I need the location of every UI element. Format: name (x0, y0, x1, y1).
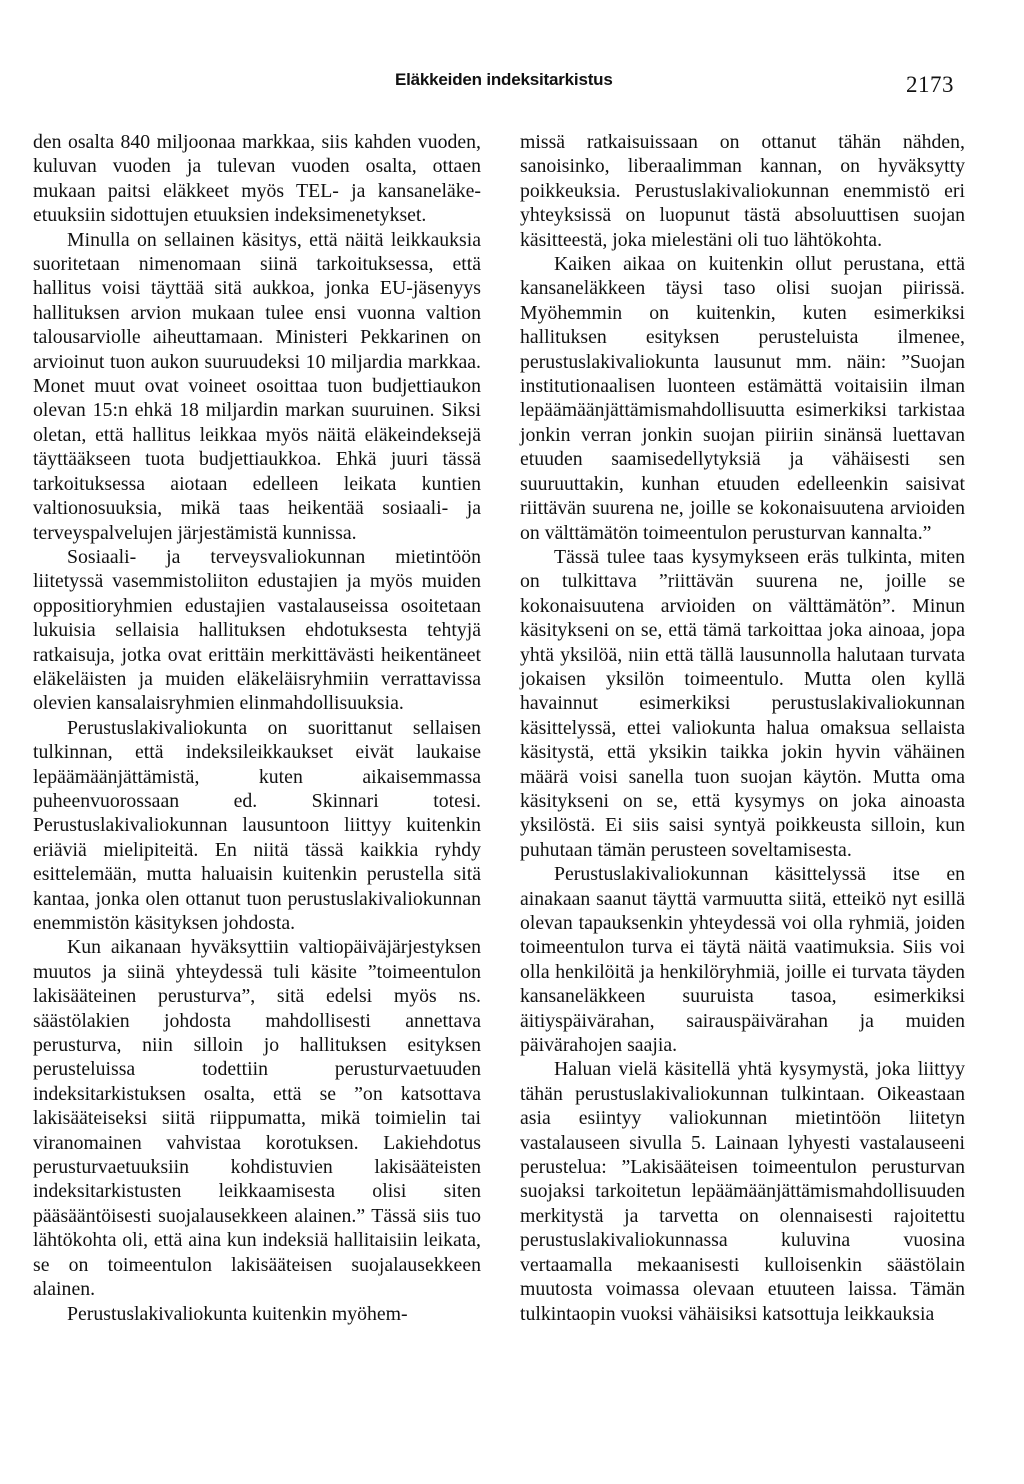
page-number: 2173 (906, 72, 954, 97)
paragraph: Minulla on sellainen käsitys, että näitä leikkauksia suoritetaan nimenomaan siinä tarkoituksessa, että hallitus voisi täyttää sitä aukkoa, jonka EU-jäsenyys hallituksen arvion mukaan tulee ensi vuonna valtion talousarviolle aiheuttamaan. Ministeri Pekkarinen on arvioinut tuon aukon suuruudeksi 10 miljardia markkaa. Monet muut ovat voineet osoittaa tuon budjettiaukon olevan 15:n ehkä 18 miljardin markan suuruinen. Siksi oletan, että hallitus leikkaa myös näitä eläkeindeksejä täyttääkseen tuota budjettiaukkoa. Ehkä juuri tässä tarkoituksessa aiotaan edelleen leikata kuntien valtionosuuksia, mikä taas heikentää sosiaali- ja terveyspalvelujen järjestämistä kunnissa. (33, 228, 481, 544)
right-column (520, 130, 965, 1326)
paragraph: den osalta 840 miljoonaa markkaa, siis kahden vuoden, kuluvan vuoden ja tulevan vuoden osalta, ottaen mukaan paitsi eläkkeet myös TEL- ja kansaneläke-etuuksiin sidottujen etuuksien indeksimenetykset. (33, 131, 481, 227)
running-title: Eläkkeiden indeksitarkistus (395, 70, 613, 89)
page-header (0, 66, 1024, 106)
left-column (33, 130, 481, 1326)
paragraph: Sosiaali- ja terveysvaliokunnan mietintöön liitetyssä vasemmistoliiton edustajien ja myös muiden oppositioryhmien edustajien vastalauseissa osoitetaan lukuisia sellaisia hallituksen ehdotuksesta tehtyjä ratkaisuja, jotka ovat erittäin merkittävästi heikentäneet eläkeläisten ja muiden eläkeläisryhmiin verrattavissa olevien kansalaisryhmien elinmahdollisuuksia. (33, 545, 481, 715)
paragraph: missä ratkaisuissaan on ottanut tähän nähden, sanoisinko, liberaalimman kannan, on hyväksytty poikkeuksia. Perustuslakivaliokunnan enemmistö eri yhteyksissä on luopunut tästä absoluuttisen suojan käsitteestä, joka mielestäni oli tuo lähtökohta. (520, 131, 965, 251)
paragraph: Perustuslakivaliokunta kuitenkin myöhem- (67, 1302, 408, 1325)
paragraph: Perustuslakivaliokunnan käsittelyssä itse en ainakaan saanut täyttä varmuutta siitä, etteikö nyt esillä olevan tapauksenkin yhteydessä voi olla ryhmiä, joiden toimeentulon turva ei täytä näitä vaatimuksia. Siis voi olla henkilöitä ja henkilöryhmiä, joille ei turvata täyden kansaneläkkeen suuruista tasoa, esimerkiksi äitiyspäivärahan, sairauspäivärahan ja muiden päivärahojen saajia. (520, 863, 965, 1057)
paragraph: Kun aikanaan hyväksyttiin valtiopäiväjärjestyksen muutos ja siinä yhteydessä tuli käsite ”toimeentulon lakisääteinen perusturva”, sitä edelsi myös ns. säästölakien johdosta mahdollisesti annettava perusturva, niin silloin jo hallituksen esityksen perusteluissa todettiin perusturvaetuuden indeksitarkistuksen osalta, että se ”on katsottava lakisääteiseksi siitä riippumatta, mikä toimielin tai viranomainen vahvistaa korotuksen. Lakiehdotus perusturvaetuuksiin kohdistuvien lakisääteisten indeksitarkistusten leikkaamisesta olisi siten pääsääntöisesti suojalausekkeen alainen.” Tässä siis tuo lähtökohta oli, että aina kun indeksiä hallitaisiin leikata, se on toimeentulon lakisääteisen suojalausekkeen alainen. (33, 936, 481, 1301)
paragraph: Kaiken aikaa on kuitenkin ollut perustana, että kansaneläkkeen täysi taso olisi suojan piirissä. Myöhemmin on kuitenkin, kuten esimerkiksi hallituksen esityksen perusteluista ilmenee, perustuslakivaliokunta lausunut mm. näin: ”Suojan institutionaalisen luonteen estämättä voitaisiin ilman lepäämäänjättämismahdollisuutta esimerkiksi tarkistaa jonkin verran jonkin suojan piiriin sinänsä luettavan etuuden saamisedellytyksiä ja vähäisesti sen suuruuttakin, kunhan etuuden edelleenkin saisivat riittävän suurena ne, joille se kokonaisuutena arvioiden on välttämätön toimeentulon perusturvan kannalta.” (520, 253, 965, 544)
paragraph: Tässä tulee taas kysymykseen eräs tulkinta, miten on tulkittava ”riittävän suurena ne, joille se kokonaisuutena arvioiden on välttämätön”. Minun käsitykseni on se, että tämä tarkoittaa joka ainoaa, jopa yhtä yksilöä, niin että tällä lausunnolla halutaan turvata jokaisen yksilön toimeentulo. Mutta olen kyllä havainnut esimerkiksi perustuslakivaliokunnan käsittelyssä, ettei valiokunta halua omaksua sellaista käsitystä, että yksikin taikka jokin hyvin vähäinen määrä voisi sanella tuon suojan käytön. Mutta oma käsitykseni on se, että kysymys on joka ainoasta yksilöstä. Ei siis saisi syntyä poikkeusta silloin, kun puhutaan tämän perusteen soveltamisesta. (520, 545, 965, 861)
paragraph: Haluan vielä käsitellä yhtä kysymystä, joka liittyy tähän perustuslakivaliokunnan tulkintaan. Oikeastaan asia esiintyy valiokunnan mietintöön liitetyn vastalauseen sivulla 5. Lainaan lyhyesti vastalauseeni perustelua: ”Lakisääteisen toimeentulon perusturvan suojaksi tarkoitetun lepäämäänjättämismahdollisuuden merkitystä ja tarvetta on olennaisesti rajoitettu perustuslakivaliokunnassa kuluvina vuosina vertaamalla mekaanisesti kulloisenkin säästölain muutosta voimassa olevaan etuuteen laissa. Tämän tulkintaopin vuoksi vähäisiksi katsottuja leikkauksia (520, 1058, 965, 1325)
paragraph: Perustuslakivaliokunta on suorittanut sellaisen tulkinnan, että indeksileikkaukset eivät laukaise lepäämäänjättämistä, kuten aikaisemmassa puheenvuorossaan ed. Skinnari totesi. Perustuslakivaliokunnan lausuntoon liittyy kuitenkin eriäviä mielipiteitä. En niitä tässä kaikkia ryhdy esittelemään, mutta haluaisin kuitenkin perustella sitä kantaa, jonka olen ottanut tuon perustuslakivaliokunnan enemmistön käsityksen johdosta. (33, 716, 481, 934)
